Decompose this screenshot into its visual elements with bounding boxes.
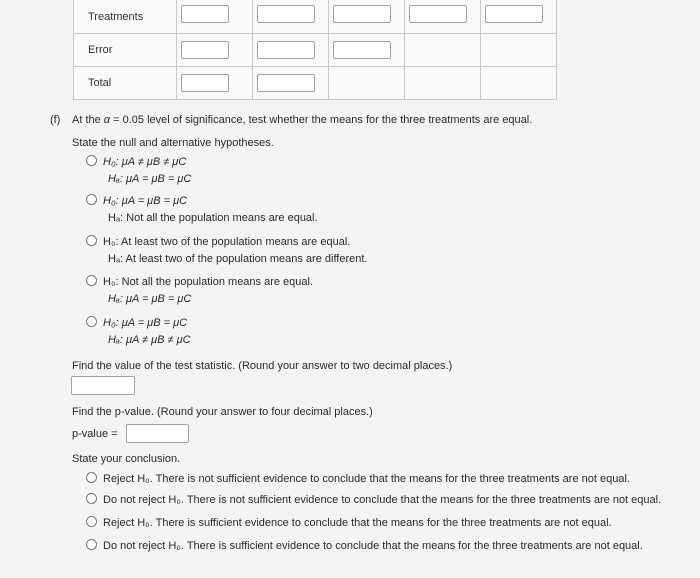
total-ss-input[interactable] xyxy=(257,74,315,92)
table-row xyxy=(74,0,557,34)
conclusion-option-1[interactable]: Reject H₀. There is not sufficient evidence to conclude that the means for the three treatments are not equal. xyxy=(86,472,630,485)
part-label: (f) xyxy=(50,114,61,126)
treatments-df-input[interactable] xyxy=(181,5,229,23)
hypothesis-option-4[interactable]: H₀: Not all the population means are equal. xyxy=(86,275,313,288)
treatments-ms-input[interactable] xyxy=(333,5,391,23)
table-row xyxy=(74,34,557,67)
hypothesis-option-4-ha: Hₐ: μA = μB = μC xyxy=(108,293,192,305)
radio-button[interactable] xyxy=(86,493,97,504)
hypothesis-option-5-ha: Hₐ: μA ≠ μB ≠ μC xyxy=(108,334,191,346)
pvalue-label: p-value = xyxy=(72,428,118,440)
hypothesis-option-3[interactable]: H₀: At least two of the population means are equal. xyxy=(86,235,350,248)
conclusion-prompt: State your conclusion. xyxy=(72,453,181,465)
radio-button[interactable] xyxy=(86,235,97,246)
error-ss-input[interactable] xyxy=(257,41,315,59)
test-statistic-input[interactable] xyxy=(71,376,135,395)
radio-button[interactable] xyxy=(86,194,97,205)
hypothesis-option-5[interactable]: H₀: μA = μB = μC xyxy=(86,316,187,329)
test-statistic-prompt: Find the value of the test statistic. (Round your answer to two decimal places.) xyxy=(72,360,453,372)
treatments-f-input[interactable] xyxy=(409,5,467,23)
hypothesis-option-1[interactable]: H₀: μA ≠ μB ≠ μC xyxy=(86,155,186,168)
pvalue-prompt: Find the p-value. (Round your answer to four decimal places.) xyxy=(72,406,373,418)
treatments-ss-input[interactable] xyxy=(257,5,315,23)
hypothesis-option-3-ha: Hₐ: At least two of the population means are different. xyxy=(108,253,368,265)
alpha-symbol: α xyxy=(103,114,111,126)
pvalue-input[interactable] xyxy=(126,424,189,443)
hypothesis-option-2-ha: Hₐ: Not all the population means are equal. xyxy=(108,212,318,224)
total-df-input[interactable] xyxy=(181,74,229,92)
radio-button[interactable] xyxy=(86,472,97,483)
row-label-treatments: Treatments xyxy=(74,0,177,34)
radio-button[interactable] xyxy=(86,316,97,327)
conclusion-option-2[interactable]: Do not reject H₀. There is not sufficient evidence to conclude that the means for the three treatments are not equal. xyxy=(86,493,661,506)
question-prompt: At the α = 0.05 level of significance, test whether the means for the three treatments are equal. xyxy=(72,114,533,126)
state-hypotheses-prompt: State the null and alternative hypotheses. xyxy=(72,137,274,149)
row-label-error: Error xyxy=(74,34,177,67)
error-df-input[interactable] xyxy=(181,41,229,59)
anova-table xyxy=(73,0,557,100)
radio-button[interactable] xyxy=(86,516,97,527)
hypothesis-option-2[interactable]: H₀: μA = μB = μC xyxy=(86,194,187,207)
conclusion-option-3[interactable]: Reject H₀. There is sufficient evidence to conclude that the means for the three treatments are not equal. xyxy=(86,516,612,529)
radio-button[interactable] xyxy=(86,275,97,286)
conclusion-option-4[interactable]: Do not reject H₀. There is sufficient evidence to conclude that the means for the three treatments are not equal. xyxy=(86,539,643,552)
table-row xyxy=(74,67,557,100)
radio-button[interactable] xyxy=(86,539,97,550)
row-label-total: Total xyxy=(74,67,177,100)
radio-button[interactable] xyxy=(86,155,97,166)
treatments-p-input[interactable] xyxy=(485,5,543,23)
error-ms-input[interactable] xyxy=(333,41,391,59)
hypothesis-option-1-ha: Hₐ: μA = μB = μC xyxy=(108,173,192,185)
